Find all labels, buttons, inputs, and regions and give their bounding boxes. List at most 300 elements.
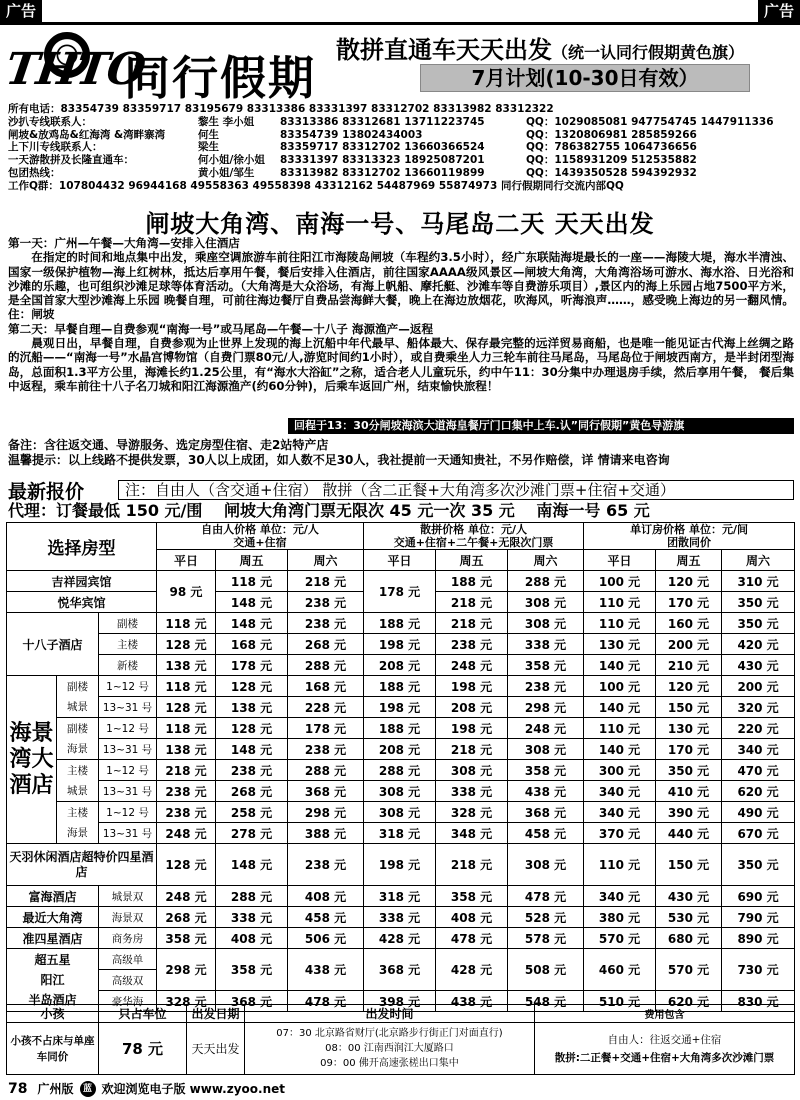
contact-label: 沙扒专线联系人： — [8, 115, 92, 128]
footer — [8, 1080, 285, 1097]
table-row — [7, 739, 795, 760]
price-cell: 730 元 — [722, 949, 795, 991]
price-cell: 338 元 — [508, 634, 584, 655]
free-price-title: 自由人价格 单位：元/人 — [201, 523, 319, 536]
ad-label-left: 广告 — [0, 0, 42, 22]
hotel-fuhai: 最近大角湾 — [7, 907, 99, 928]
contact-qq: QQ：1320806981 285859266 — [526, 128, 697, 141]
price-cell: 178 元 — [288, 718, 364, 739]
price-cell: 130 元 — [656, 718, 722, 739]
price-cell: 238 元 — [216, 760, 288, 781]
work-qq: 工作Q群：107804432 96944168 49558363 49558398 43312162 54487969 55874973 同行假期同行交流内部QQ — [8, 179, 624, 192]
ad-label-right: 广告 — [758, 0, 800, 22]
day-saturday: 周六 — [722, 550, 795, 571]
price-cell: 130 元 — [584, 634, 656, 655]
price-cell: 528 元 — [508, 907, 584, 928]
contact-qq: QQ：1029085081 947754745 1447911336 — [526, 115, 774, 128]
price-cell: 460 元 — [584, 949, 656, 991]
price-table — [6, 522, 795, 1012]
price-cell: 128 元 — [157, 844, 216, 886]
price-cell: 298 元 — [157, 949, 216, 991]
price-cell: 358 元 — [436, 886, 508, 907]
fee-group: 散拼:二正餐+交通+住宿+大角湾多次沙滩门票 — [554, 1051, 775, 1064]
departure-time: 07：30 北京路省财厅(北京路步行街正门对面直行) — [276, 1028, 503, 1039]
group-price-title: 散拼价格 单位：元/人 — [420, 523, 527, 536]
price-cell: 268 元 — [288, 634, 364, 655]
table-header-row — [7, 523, 795, 550]
contacts-block — [8, 103, 774, 193]
price-cell: 308 元 — [508, 844, 584, 886]
itinerary — [8, 236, 794, 393]
contact-row — [8, 167, 756, 180]
price-cell: 268 元 — [216, 781, 288, 802]
price-cell: 430 元 — [722, 655, 795, 676]
price-cell: 140 元 — [584, 739, 656, 760]
price-cell: 198 元 — [364, 697, 436, 718]
price-cell: 530 元 — [656, 907, 722, 928]
room-number: 1~12 号 — [99, 760, 157, 781]
price-cell: 100 元 — [584, 676, 656, 697]
room-number: 1~12 号 — [99, 718, 157, 739]
price-cell: 680 元 — [656, 928, 722, 949]
price-cell: 420 元 — [722, 634, 795, 655]
room-type: 副楼 — [99, 613, 157, 634]
price-cell: 578 元 — [508, 928, 584, 949]
building: 主楼 — [67, 806, 88, 819]
price-cell: 340 元 — [722, 739, 795, 760]
contact-row — [8, 129, 756, 142]
price-cell: 248 元 — [157, 823, 216, 844]
price-cell: 620 元 — [656, 991, 722, 1012]
price-cell: 150 元 — [656, 697, 722, 718]
room-number: 1~12 号 — [99, 802, 157, 823]
agent-prices — [8, 501, 794, 521]
hotel-fuhai: 准四星酒店 — [7, 928, 99, 949]
child-desc: 小孩不占床与单座车同价 — [7, 1023, 99, 1075]
seat-header: 只占车位 — [99, 1005, 187, 1023]
price-cell: 358 元 — [216, 949, 288, 991]
price-cell: 128 元 — [157, 634, 216, 655]
group-price-sub: 交通+住宿+二午餐+无限次门票 — [393, 536, 554, 549]
price-cell: 508 元 — [508, 949, 584, 991]
table-row — [7, 823, 795, 844]
price-cell: 410 元 — [656, 781, 722, 802]
price-cell: 120 元 — [656, 676, 722, 697]
departure-time: 09：00 佛开高速张槎出口集中 — [320, 1058, 459, 1069]
price-cell: 300 元 — [584, 760, 656, 781]
beach-ticket: 闸坡大角湾门票无限次 45 元一次 35 元 — [223, 501, 515, 520]
price-cell: 198 元 — [364, 634, 436, 655]
edition: 广州版 — [37, 1082, 74, 1096]
room-price-title: 单订房价格 单位：元/间 — [630, 523, 748, 536]
contact-phones: 83354739 83359717 83195679 83313386 83331397 83312702 83313982 83312322 — [60, 103, 554, 115]
bottom-header-row — [7, 1005, 795, 1023]
hotel-tianyu: 天羽休闲酒店超特价四星酒店 — [7, 844, 157, 886]
day1-text: 在指定的时间和地点集中出发，乘座空调旅游车前往阳江市海陵岛闸坡（车程约3.5小时），经广东联陆海堤最长的一座——海陵大堤，海水半清浊、国家一级保护植物—海上红树林，抵达后享用午餐，餐后安排入住酒店，前往国家AAAA级风景区—闸坡大角湾，大角湾浴场可游水、海水浴、日光浴和沙滩的乐趣，也可组织沙滩足球等体育活动。（大角湾是大众浴场，有海上帆船、摩托艇、沙滩车等自费游乐项目）,景区内的海上乐园占地7500平方米，是全国首家大型沙滩海上乐园 晚餐自理，可前往海边餐厅自费品尝海鲜大餐，晚上在海边放烟花，吹海风，听海浪声……，感受晚上海边的另一翻风情。 住：闸坡 — [8, 250, 794, 322]
hotel-yuehua: 悦华宾馆 — [7, 592, 157, 613]
price-cell: 188 元 — [364, 676, 436, 697]
meal-deposit: 代理：订餐最低 150 元/围 — [8, 501, 203, 520]
fee-header: 费用包含 — [535, 1005, 795, 1023]
plan-validity: 7月计划(10-30日有效） — [420, 64, 750, 92]
price-cell: 308 元 — [364, 781, 436, 802]
table-row — [7, 697, 795, 718]
contact-name: 何生 — [198, 128, 219, 141]
price-cell: 200 元 — [656, 634, 722, 655]
price-cell: 478 元 — [288, 991, 364, 1012]
day1-title: 第一天：广州—午餐—大角湾—安排入住酒店 — [8, 236, 240, 250]
price-cell: 350 元 — [656, 760, 722, 781]
room-type: 主楼 — [99, 634, 157, 655]
contact-phones: 83331397 83313323 18925087201 — [280, 154, 485, 167]
slogan — [336, 30, 744, 65]
contact-phones: 83313386 83312681 13711223745 — [280, 115, 485, 128]
includes-note: 备注：含往返交通、导游服务、选定房型住宿、走2站特产店 — [8, 438, 329, 452]
price-cell: 458 元 — [508, 823, 584, 844]
hotel-bandao — [7, 949, 99, 1012]
price-cell: 238 元 — [288, 613, 364, 634]
price-cell: 790 元 — [722, 907, 795, 928]
building: 副楼 — [67, 722, 88, 735]
price-cell: 470 元 — [722, 760, 795, 781]
group-price-header — [364, 523, 584, 550]
quote-title: 最新报价 — [8, 480, 85, 503]
price-cell: 188 元 — [364, 718, 436, 739]
room-type: 新楼 — [99, 655, 157, 676]
price-cell: 138 元 — [157, 739, 216, 760]
price-cell: 350 元 — [722, 613, 795, 634]
hotel-bandao-l2: 阳江 — [40, 973, 65, 987]
price-cell: 308 元 — [508, 613, 584, 634]
contact-label: 闸坡&放鸡岛&红海湾 &湾畔寨湾 — [8, 128, 166, 141]
slogan-main: 散拼直通车天天出发 — [336, 36, 552, 64]
price-cell: 490 元 — [722, 802, 795, 823]
price-cell: 288 元 — [216, 886, 288, 907]
logo-text: THTO — [2, 44, 147, 95]
departure-times — [245, 1023, 535, 1075]
price-cell: 548 元 — [508, 991, 584, 1012]
tip-note: 温馨提示：以上线路不提供发票，30人以上成团，如人数不足30人，我社提前一天通知贵社，不另作赔偿，详 情请来电咨询 — [8, 453, 670, 467]
price-cell: 338 元 — [436, 781, 508, 802]
museum-ticket: 南海一号 65 元 — [536, 501, 650, 520]
price-cell: 148 元 — [216, 592, 288, 613]
price-cell: 298 元 — [508, 697, 584, 718]
price-cell: 348 元 — [436, 823, 508, 844]
price-cell: 110 元 — [584, 844, 656, 886]
price-cell: 830 元 — [722, 991, 795, 1012]
price-cell: 120 元 — [656, 571, 722, 592]
price-cell: 198 元 — [436, 676, 508, 697]
room-price-header — [584, 523, 795, 550]
badge-icon: 蓝 — [80, 1081, 96, 1097]
price-cell: 148 元 — [216, 739, 288, 760]
quote-note: 注：自由人（含交通+住宿） 散拼（含二正餐+大角湾多次沙滩门票+住宿+交通） — [118, 480, 794, 500]
price-cell: 288 元 — [508, 571, 584, 592]
price-cell: 338 元 — [216, 907, 288, 928]
price-cell: 438 元 — [288, 949, 364, 991]
price-cell: 128 元 — [216, 676, 288, 697]
price-cell: 238 元 — [288, 844, 364, 886]
price-cell: 168 元 — [288, 676, 364, 697]
table-row — [7, 928, 795, 949]
headline: 闸坡大角湾、南海一号、马尾岛二天 天天出发 — [145, 210, 655, 238]
price-cell: 150 元 — [656, 844, 722, 886]
price-cell: 320 元 — [722, 697, 795, 718]
hotel-haijingwan: 海景湾大酒店 — [7, 676, 57, 844]
price-cell: 210 元 — [656, 655, 722, 676]
price-cell: 308 元 — [364, 802, 436, 823]
price-cell: 288 元 — [364, 760, 436, 781]
price-cell: 318 元 — [364, 823, 436, 844]
contact-row — [8, 141, 756, 154]
table-row — [7, 571, 795, 592]
price-cell: 310 元 — [722, 571, 795, 592]
price-cell: 170 元 — [656, 592, 722, 613]
price-cell: 358 元 — [508, 655, 584, 676]
price-cell: 408 元 — [216, 928, 288, 949]
price-cell: 358 元 — [508, 760, 584, 781]
price-cell: 118 元 — [157, 718, 216, 739]
day2-text: 晨观日出，早餐自理，自费参观为止世界上发现的海上沉船中年代最早、船体最大、保存最完整的远洋贸易商船，也是唯一能见证古代海上丝绸之路的沉船——“南海一号”水晶宫博物馆（自费门票80元/人,游览时间约1小时），或自费乘坐人力三轮车前往马尾岛，马尾岛位于闸坡西南方，是半封闭型海岛，总面积1.3平方公里，海滩长约1.25公里，有“海水大浴缸”之称，适合老人儿童玩乐，约中午11：30分集中办理退房手续，然后享用午餐， 餐后集中返程，乘车前往十八子名刀城和阳江海源渔产(约60分钟)，后乘车返回广州，结束愉快旅程！ — [8, 336, 794, 393]
view: 海景 — [67, 826, 88, 839]
price-cell: 208 元 — [364, 655, 436, 676]
daily-departure: 天天出发 — [187, 1023, 245, 1075]
return-meeting-point: 回程于13：30分闸坡海滨大道海皇餐厅门口集中上车.认”同行假期”黄色导游旗 — [288, 418, 794, 434]
price-cell: 318 元 — [364, 886, 436, 907]
room-number: 13~31 号 — [99, 739, 157, 760]
price-cell: 220 元 — [722, 718, 795, 739]
price-cell: 670 元 — [722, 823, 795, 844]
price-cell: 408 元 — [288, 886, 364, 907]
hotel-shibazi: 十八子酒店 — [7, 613, 99, 676]
price-cell: 390 元 — [656, 802, 722, 823]
price-cell: 138 元 — [157, 655, 216, 676]
hotel-bandao-l3: 半岛酒店 — [28, 993, 77, 1007]
room-type: 商务房 — [99, 928, 157, 949]
room-type: 海景双 — [99, 907, 157, 928]
price-cell: 110 元 — [584, 613, 656, 634]
price-cell: 380 元 — [584, 907, 656, 928]
price-cell: 370 元 — [584, 823, 656, 844]
contact-label: 上下川专线联系人： — [8, 141, 103, 154]
contact-row — [8, 154, 756, 167]
price-cell: 248 元 — [508, 718, 584, 739]
brand-name: 同行假期 — [124, 51, 316, 105]
building-room — [57, 760, 99, 802]
room-type: 豪华海 — [99, 991, 157, 1012]
price-cell: 248 元 — [436, 655, 508, 676]
table-row — [7, 676, 795, 697]
child-price: 78 元 — [99, 1023, 187, 1075]
price-cell: 340 元 — [584, 802, 656, 823]
price-cell: 268 元 — [157, 907, 216, 928]
price-cell: 160 元 — [656, 613, 722, 634]
price-cell: 128 元 — [157, 697, 216, 718]
price-cell: 188 元 — [436, 571, 508, 592]
fee-free: 自由人：往返交通+住宿 — [607, 1033, 722, 1046]
table-row — [7, 718, 795, 739]
hotel-fuhai: 富海酒店 — [7, 886, 99, 907]
price-cell: 368 元 — [216, 991, 288, 1012]
price-cell: 118 元 — [157, 676, 216, 697]
price-cell: 890 元 — [722, 928, 795, 949]
building-room — [57, 718, 99, 760]
time-header: 出发时间 — [245, 1005, 535, 1023]
price-cell: 308 元 — [508, 592, 584, 613]
price-cell: 218 元 — [436, 739, 508, 760]
price-cell: 368 元 — [508, 802, 584, 823]
price-cell: 110 元 — [584, 592, 656, 613]
day-weekday: 平日 — [364, 550, 436, 571]
price-cell: 138 元 — [216, 697, 288, 718]
price-cell: 178 元 — [216, 655, 288, 676]
price-cell: 178 元 — [364, 571, 436, 613]
price-cell: 118 元 — [216, 571, 288, 592]
table-row — [7, 634, 795, 655]
price-cell: 98 元 — [157, 571, 216, 613]
price-cell: 620 元 — [722, 781, 795, 802]
price-cell: 358 元 — [157, 928, 216, 949]
price-cell: 350 元 — [722, 844, 795, 886]
price-cell: 440 元 — [656, 823, 722, 844]
price-cell: 198 元 — [436, 718, 508, 739]
room-type: 高级双 — [99, 970, 157, 991]
price-cell: 238 元 — [508, 676, 584, 697]
price-cell: 478 元 — [508, 886, 584, 907]
room-price-sub: 团散同价 — [667, 536, 712, 549]
haijingwan-rows — [7, 676, 795, 844]
brand-logo — [2, 28, 326, 105]
price-cell: 506 元 — [288, 928, 364, 949]
price-cell: 368 元 — [288, 781, 364, 802]
contact-qq: QQ：1158931209 512535882 — [526, 154, 697, 167]
free-price-sub: 交通+住宿 — [233, 536, 287, 549]
price-cell: 218 元 — [436, 844, 508, 886]
table-row — [7, 613, 795, 634]
contact-name: 黎生 李小姐 — [198, 115, 255, 128]
price-cell: 398 元 — [364, 991, 436, 1012]
price-cell: 298 元 — [288, 802, 364, 823]
room-type: 高级单 — [99, 949, 157, 970]
price-cell: 258 元 — [216, 802, 288, 823]
price-cell: 140 元 — [584, 697, 656, 718]
price-cell: 148 元 — [216, 613, 288, 634]
contact-qq: QQ：786382755 1064736656 — [526, 141, 697, 154]
price-cell: 288 元 — [288, 655, 364, 676]
hotel-bandao-l1: 超五星 — [34, 953, 71, 967]
price-cell: 110 元 — [584, 718, 656, 739]
price-cell: 308 元 — [436, 760, 508, 781]
price-cell: 208 元 — [364, 739, 436, 760]
price-cell: 218 元 — [436, 592, 508, 613]
day2-title: 第二天：早餐自理—自费参观“南海一号”或马尾岛—午餐—十八子 海源渔产—返程 — [8, 321, 434, 336]
page-number: 78 — [8, 1080, 28, 1097]
price-cell: 690 元 — [722, 886, 795, 907]
contact-name: 黄小姐/邹生 — [198, 166, 255, 179]
price-cell: 350 元 — [722, 592, 795, 613]
price-cell: 388 元 — [288, 823, 364, 844]
price-cell: 428 元 — [364, 928, 436, 949]
room-number: 13~31 号 — [99, 823, 157, 844]
contact-phones: 83359717 83312702 13660366524 — [280, 141, 485, 154]
price-cell: 478 元 — [436, 928, 508, 949]
day-friday: 周五 — [216, 550, 288, 571]
hotel-jixiang: 吉祥园宾馆 — [7, 571, 157, 592]
room-number: 13~31 号 — [99, 781, 157, 802]
price-cell: 458 元 — [288, 907, 364, 928]
contact-row — [8, 115, 774, 129]
table-row — [7, 655, 795, 676]
price-cell: 408 元 — [436, 907, 508, 928]
price-cell: 238 元 — [288, 739, 364, 760]
price-cell: 228 元 — [288, 697, 364, 718]
price-cell: 570 元 — [584, 928, 656, 949]
free-price-header — [157, 523, 364, 550]
price-cell: 278 元 — [216, 823, 288, 844]
table-row — [7, 760, 795, 781]
price-cell: 238 元 — [157, 781, 216, 802]
building-room — [57, 802, 99, 844]
contact-phones: 83313982 83312702 13660119899 — [280, 166, 485, 179]
notes — [8, 438, 794, 468]
day-friday: 周五 — [436, 550, 508, 571]
contact-qq: QQ：1439350528 594392932 — [526, 166, 697, 179]
contact-phones: 83354739 13802434003 — [280, 128, 423, 141]
building: 副楼 — [67, 680, 88, 693]
price-cell: 328 元 — [157, 991, 216, 1012]
room-type-header: 选择房型 — [7, 523, 157, 571]
price-cell: 140 元 — [584, 655, 656, 676]
price-cell: 570 元 — [656, 949, 722, 991]
day-saturday: 周六 — [508, 550, 584, 571]
table-row — [7, 886, 795, 907]
price-cell: 328 元 — [436, 802, 508, 823]
price-cell: 248 元 — [157, 886, 216, 907]
room-type: 城景双 — [99, 886, 157, 907]
room-number: 1~12 号 — [99, 676, 157, 697]
price-cell: 438 元 — [508, 781, 584, 802]
price-cell: 148 元 — [216, 844, 288, 886]
child-departure-table — [6, 1004, 795, 1075]
contact-label: 一天游散拼及长隆直通车： — [8, 154, 134, 167]
price-cell: 430 元 — [656, 886, 722, 907]
day-weekday: 平日 — [157, 550, 216, 571]
contact-row — [8, 103, 756, 116]
table-row — [7, 949, 795, 970]
latest-quote — [8, 480, 794, 503]
price-cell: 340 元 — [584, 781, 656, 802]
price-cell: 288 元 — [288, 760, 364, 781]
fee-includes — [535, 1023, 795, 1075]
price-cell: 428 元 — [436, 949, 508, 991]
day-friday: 周五 — [656, 550, 722, 571]
price-cell: 338 元 — [364, 907, 436, 928]
price-cell: 238 元 — [436, 634, 508, 655]
table-row — [7, 802, 795, 823]
contact-name: 梁生 — [198, 141, 219, 154]
contact-label: 包团热线： — [8, 166, 61, 179]
bottom-row — [7, 1023, 795, 1075]
price-cell: 510 元 — [584, 991, 656, 1012]
price-cell: 340 元 — [584, 886, 656, 907]
departure-time: 08：00 江南西润江大厦路口 — [325, 1043, 454, 1054]
price-cell: 218 元 — [157, 760, 216, 781]
price-cell: 308 元 — [508, 739, 584, 760]
price-cell: 128 元 — [216, 718, 288, 739]
contact-label: 所有电话： — [8, 103, 61, 115]
contact-name: 何小姐/徐小姐 — [198, 154, 265, 167]
price-cell: 198 元 — [364, 844, 436, 886]
